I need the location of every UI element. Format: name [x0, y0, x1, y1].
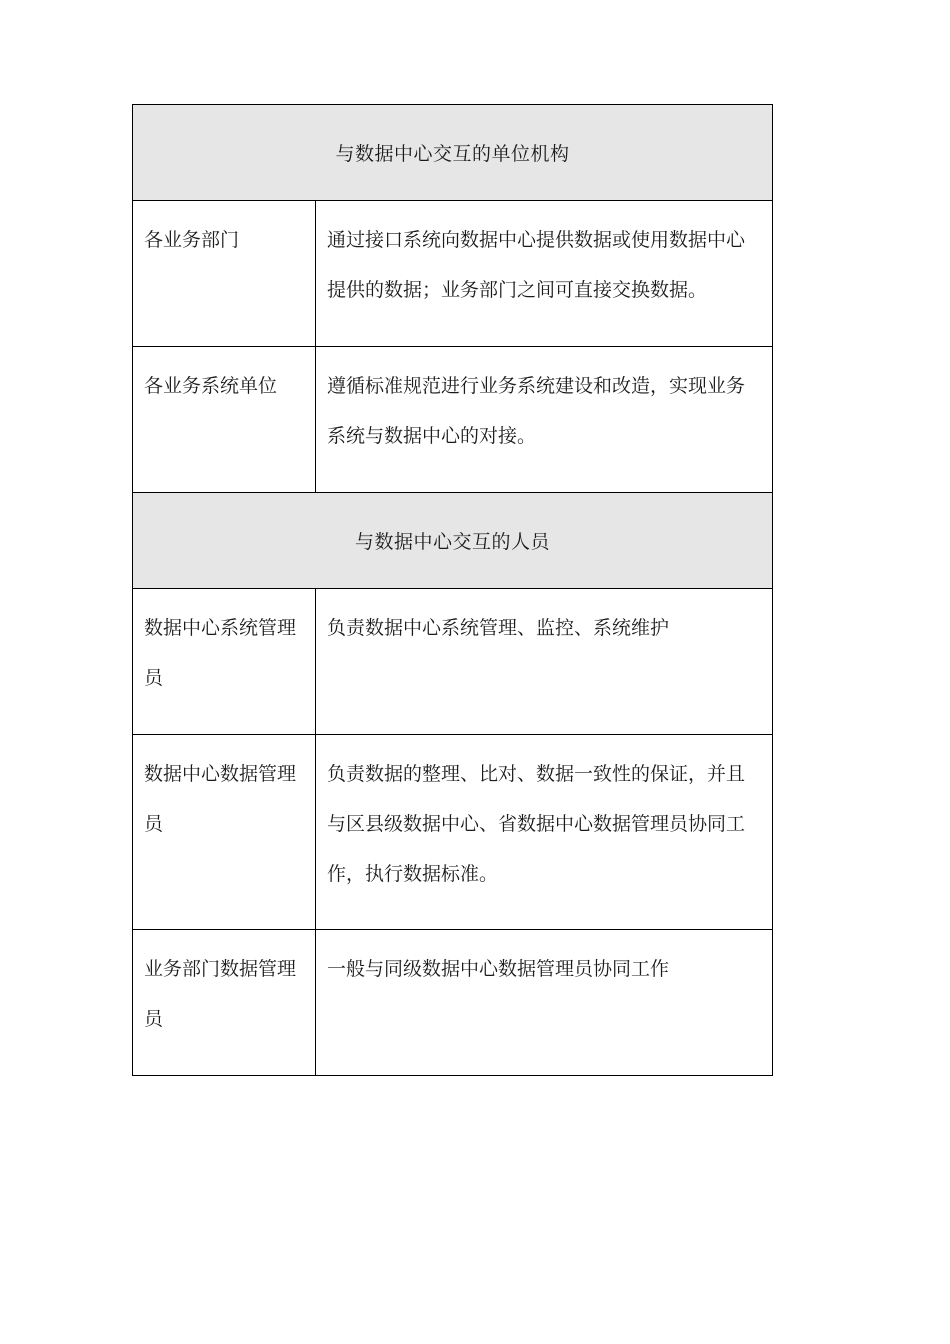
table-row	[133, 589, 773, 735]
entity-name-cell	[133, 930, 316, 1076]
table-row	[133, 930, 773, 1076]
table-row	[133, 735, 773, 930]
entity-desc-cell	[316, 201, 773, 347]
entity-description: 一般与同级数据中心数据管理员协同工作	[327, 958, 670, 980]
entity-name: 各业务部门	[144, 229, 240, 251]
entity-name-cell	[133, 589, 316, 735]
entity-description: 负责数据中心系统管理、监控、系统维护	[327, 617, 670, 639]
entity-name: 数据中心数据管理员	[144, 763, 297, 835]
entity-name: 各业务系统单位	[144, 375, 278, 397]
entity-description: 负责数据的整理、比对、数据一致性的保证，并且与区县级数据中心、省数据中心数据管理员协同工作，执行数据标准。	[327, 763, 746, 885]
section-header-row	[133, 105, 773, 201]
entity-name-cell	[133, 201, 316, 347]
section-title: 与数据中心交互的单位机构	[133, 105, 773, 201]
section-title: 与数据中心交互的人员	[133, 493, 773, 589]
table-row	[133, 347, 773, 493]
entity-name-cell	[133, 347, 316, 493]
table-row	[133, 201, 773, 347]
entity-desc-cell	[316, 735, 773, 930]
entity-desc-cell	[316, 930, 773, 1076]
interaction-table	[132, 104, 773, 1076]
entity-description: 通过接口系统向数据中心提供数据或使用数据中心提供的数据；业务部门之间可直接交换数据。	[327, 229, 746, 301]
section-header-row	[133, 493, 773, 589]
entity-desc-cell	[316, 347, 773, 493]
entity-desc-cell	[316, 589, 773, 735]
entity-name-cell	[133, 735, 316, 930]
entity-name: 业务部门数据管理员	[144, 958, 297, 1030]
entity-name: 数据中心系统管理员	[144, 617, 297, 689]
entity-description: 遵循标准规范进行业务系统建设和改造，实现业务系统与数据中心的对接。	[327, 375, 746, 447]
